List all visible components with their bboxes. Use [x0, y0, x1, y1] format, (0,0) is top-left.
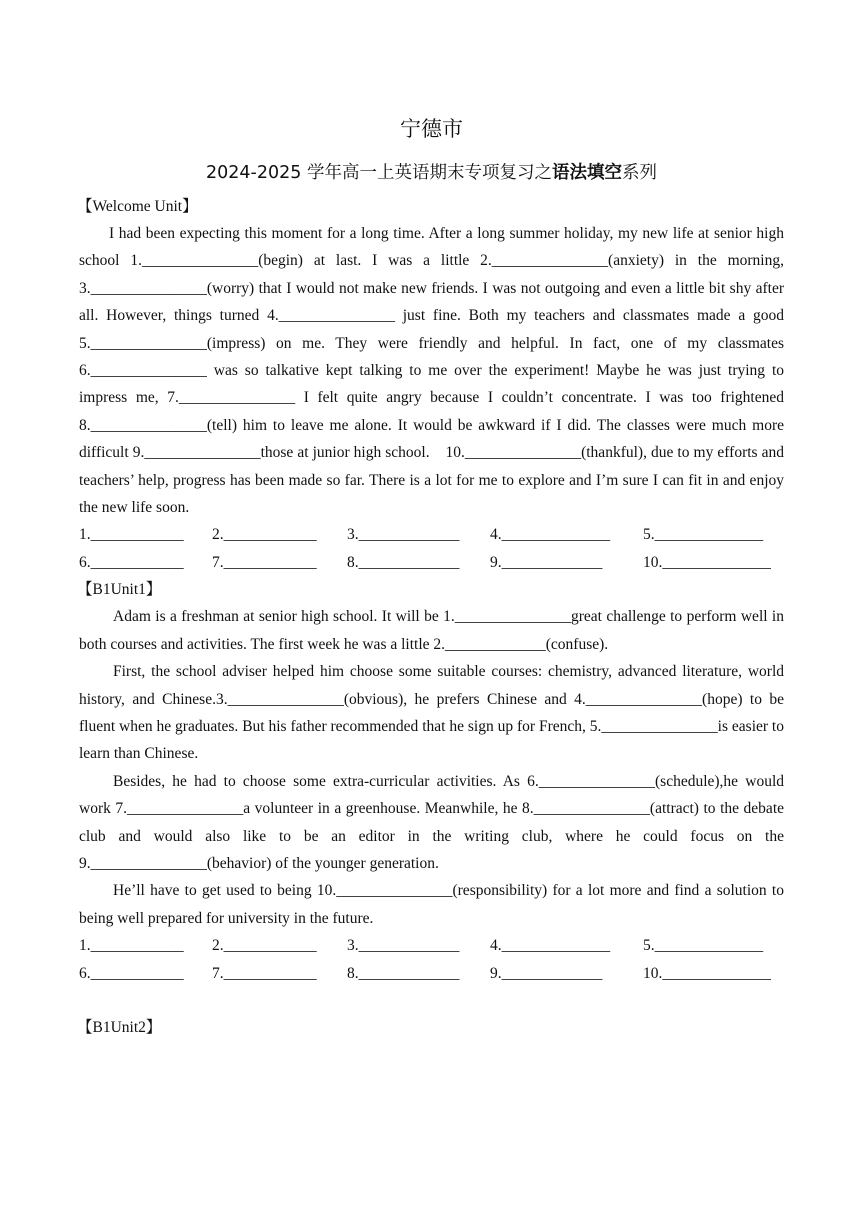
passage-paragraph: He’ll have to get used to being 10._______________(responsibility) for a lot more and find a solution to being well prepared for university in the future.: [79, 882, 784, 927]
answer-blank: 4.______________: [490, 937, 611, 955]
answer-blank: 1.____________: [79, 526, 184, 544]
answer-grid: [79, 932, 784, 987]
section-spacer: [79, 987, 784, 1014]
answer-blank: 6.____________: [79, 553, 184, 571]
answer-blank: 2.____________: [212, 937, 317, 955]
answer-blank: 5.______________: [643, 526, 764, 544]
series-title-suffix: 系列: [621, 163, 657, 183]
answer-blank: 9._____________: [490, 553, 603, 571]
answer-blank: 7.____________: [212, 553, 317, 571]
passage-paragraph: First, the school adviser helped him choose some suitable courses: chemistry, advanced literature, world history, and Chinese.3._______________(obvious), he prefers Chinese and 4._______________(hope) to be fluent when he graduates. But his father recommended that he sign up for French, 5._______________is easier to learn than Chinese.: [79, 663, 784, 763]
answer-blank: 4.______________: [490, 526, 611, 544]
series-title: [79, 158, 784, 188]
series-title-bold: 语法填空: [551, 163, 622, 183]
passage-paragraph: Besides, he had to choose some extra-curricular activities. As 6._______________(schedule),he would work 7._______________a volunteer in a greenhouse. Meanwhile, he 8._______________(attract) to the debate club and would also like to be an editor in the writing club, where he could focus on the 9._______________(behavior) of the younger generation.: [79, 772, 784, 872]
answer-blank: 7.____________: [212, 964, 317, 982]
answer-blank: 10.______________: [643, 553, 771, 571]
section-label-b1unit2: 【B1Unit2】: [77, 1018, 162, 1036]
section-label-welcome-unit: 【Welcome Unit】: [77, 198, 198, 215]
answer-blank: 9._____________: [490, 964, 603, 982]
answer-blank: 10.______________: [643, 964, 771, 982]
answer-blank: 6.____________: [79, 964, 184, 982]
answer-blank: 3._____________: [347, 937, 460, 955]
answer-grid: [79, 521, 784, 576]
answer-blank: 8._____________: [347, 553, 460, 571]
section-label-b1unit1: 【B1Unit1】: [77, 581, 162, 599]
answer-blank: 5.______________: [643, 937, 764, 955]
city-heading: 宁德市: [400, 117, 463, 141]
answer-blank: 3._____________: [347, 526, 460, 544]
passage-paragraph: I had been expecting this moment for a long time. After a long summer holiday, my new life at senior high school 1._______________(begin) at last. I was a little 2._______________(anxiety) in the morning, 3._______________(worry) that I would not make new friends. I was not outgoing and even a little bit shy after all. However, things turned 4._______________ just fine. Both my teachers and classmates made a good 5._______________(impress) on me. They were friendly and helpful. In fact, one of my classmates 6._______________ was so talkative kept talking to me over the experiment! Maybe he was just trying to impress me, 7._______________ I felt quite angry because I couldn’t concentrate. I was too frightened 8._______________(tell) him to leave me alone. It would be awkward if I did. The classes were much more difficult 9._______________those at junior high school. 10._______________(thankful), due to my efforts and teachers’ help, progress has been made so far. There is a lot for me to explore and I’m sure I can fit in and enjoy the new life soon.: [79, 225, 784, 517]
answer-blank: 2.____________: [212, 526, 317, 544]
passage-paragraph: Adam is a freshman at senior high school. It will be 1._______________great challenge to perform well in both courses and activities. The first week he was a little 2._____________(confuse).: [79, 608, 784, 653]
answer-blank: 1.____________: [79, 937, 184, 955]
series-title-prefix: 2024-2025 学年高一上英语期末专项复习之: [206, 163, 552, 183]
answer-blank: 8._____________: [347, 964, 460, 982]
